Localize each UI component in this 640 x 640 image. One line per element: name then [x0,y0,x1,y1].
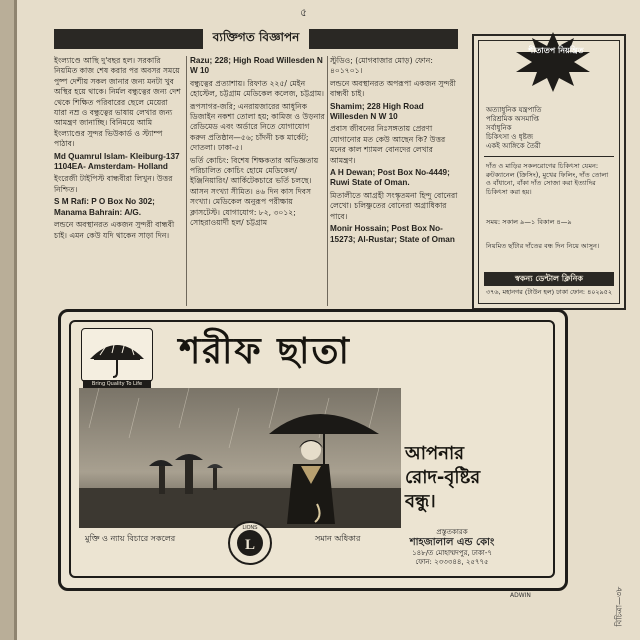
clinic-service-item: চিকিৎসা ও ধৃষ্টজ [486,133,534,141]
ad-slogan [405,442,555,514]
logo-tagline: Bring Quality To Life [83,380,151,389]
manufacturer-phone: ফোন: ২৩৩৩৪৪, ২৫৭৭৫ [415,558,489,566]
manufacturer-block [377,528,527,567]
clinic-hours: সময়: সকাল ৯—১ বিকাল ৪—৯ [486,218,572,226]
tagline-right: সমান অধিকার [315,534,361,543]
classified-ad-entry: Monir Hossain; Post Box No-15273; Al-Rustar; State of Oman [330,224,455,244]
classified-ad-entry: ইংরেজী টাইপিস্ট বান্ধবীরা লিখুন। উত্তর নিশ্চিত। [54,174,173,194]
umbrella-advertisement [58,309,568,591]
column-rule [327,56,328,306]
clinic-body-text: দাঁত ও মাড়ির সকলরোগের চিকিৎসা যেমন: রুটক্যানেল (ক্রিসিং), মুখের ফিলিং, দাঁত তোলা ও বাঁধানো, বাঁকা দাঁত সোজা করা ইত্যাদির চিকিৎসা করা হয়। [486,162,609,196]
clinic-name-banner: স্বকন্য ডেন্টাল ক্লিনিক [484,272,614,286]
classified-ad-entry: লন্ডনে অবস্থানরত অপরূপা একজন সুন্দরী বান্ধবী চাই। [330,78,456,99]
slogan-line-3: বন্ধু। [405,491,436,512]
top-mark: ৫ [300,6,308,19]
clinic-services-list [486,106,596,151]
classified-ad-entry: S M Rafi: P O Box No 302; Manama Bahrain: A/G. [54,197,155,217]
starburst-icon [514,32,592,92]
manufacturer-address: ১৪৮/ত মোহাম্মদপুর, ঢাকা-৭ [412,549,492,557]
clinic-service-item: সর্বাধুনিক [486,124,512,132]
clinic-note: নিয়মিত ছাঁটার দাঁতের বন্ধ দিন নিয়ে আসুন। [486,242,600,250]
clinic-star-text: শীতাতপ নিয়ন্ত্রিত [528,46,584,55]
section-heading-label: ব্যক্তিগত বিজ্ঞাপন [203,29,310,49]
page-edge [0,0,14,640]
classified-ad-entry: রূপসাগর-জরি; এনরায়জারের আধুনিক ডিজাইন নকশা তোলা হয়; কামিজ ও উড়নার রেডিমেড এবং অর্ডারে নিতে যোগাযোগ করুন প্রতিষ্ঠান—৫৬; চাঁদনী চক মার্কেট; দোতলা। ঢাকা-৫। [190,101,325,153]
classified-ad-entry: লন্ডনে অবস্থানরত একজন সুন্দরী বান্ধবী চাই। এমন কেউ যদি থাকেন সাড়া দিন। [54,220,175,240]
section-heading [54,29,458,49]
classified-column-1 [54,56,182,243]
column-rule [186,56,187,306]
lions-emblem-label: LIONS [242,525,258,531]
classified-ad-entry: বন্ধুত্বের প্রত্যাশায়। রিফাত ২২৫/ মেইন হোস্টেল, চট্টগ্রাম মেডিকেল কলেজ, চট্টগ্রাম। [190,78,324,99]
clinic-service-item: অত্যাধুনিক যন্ত্রপাতি [486,106,542,114]
classified-ad-entry: মিতালীতে আগ্রহী সংস্কৃতমনা হিন্দু বোনেরা লেখো। চলিষ্ণুতের বোনেরা অগ্রাধিকার পাবে। [330,190,458,221]
classified-ad-entry: Md Quamrul Islam- Kleiburg-137 1104EA- Amsterdam- Holland [54,151,180,172]
clinic-divider [484,156,614,157]
ad-credit: ADWIN [510,592,531,599]
classified-ad-entry: প্রবাস জীবনের নিঃসঙ্গতায় প্রেরণা যোগানোর মত কেউ আছেন কি? উত্তর মনের কাল শ্যামল বোনদের লেখার আমন্ত্রণ। [330,124,446,165]
classified-column-3 [330,56,458,247]
clinic-address: ৩৭৬, মহানগর (টাউন হল) ঢাকা ফোন: ৪০২৯৫২ [486,288,612,296]
umbrella-logo-icon [82,329,152,381]
rain-scene-image [79,388,401,528]
ad-photo [79,388,401,528]
clinic-service-item: পরিশ্রমিক অসমাপ্তি [486,115,540,123]
brand-logo [81,328,153,382]
classified-ad-entry: স্টুডিও; (মোগবাজার মোড়) ফোন: ৪০১৭০১। [330,56,433,76]
slogan-line-1: আপনার [405,443,465,464]
dental-clinic-ad [472,34,626,310]
classified-ad-entry: Shamim; 228 High Road Willesden N W 10 [330,101,424,122]
classified-ad-entry: Razu; 228; High Road Willesden N W 10 [190,56,323,76]
classified-ad-entry: ভর্তি কোচিং: বিশেষ শিক্ষকতার অভিজ্ঞতায় পরিচালিত কোচিং হোমে মেডিকেল/ ইঞ্জিনিয়ারিং/ আর্কিটেকচারে ভর্তি চলছে। আসন সংখ্যা সীমিত। ৪৬ দিন কাস দিবস সংখ্যা। মেডিকেল অনুরূপ পরীক্ষায় ক্লাসটেস্ট। যোগাযোগ: ৮২, ৩০১২; সোহরাওয়ার্দী হল/ চট্টগ্রাম [190,155,319,228]
slogan-line-2: রোদ-বৃষ্টির [405,467,481,488]
brand-title: শরীফ ছাতা [179,330,351,372]
classified-ad-entry: A H Dewan; Post Box No-4449; Ruwi State of Oman. [330,168,450,188]
tagline-left: মুক্তি ও ন্যায় বিচারে সকলের [85,534,176,543]
manufacturer-name: শাহজালাল এন্ড কোং [409,537,495,548]
lions-club-emblem-icon [227,520,273,566]
classified-column-2 [190,56,325,231]
manufacturer-caption: প্রস্তুতকারক [436,528,468,536]
clinic-service-item: একই আঙ্গিকে তৈরী [486,142,541,150]
classified-ad-entry: ইংল্যাণ্ডে আছি দু'বছর হল। সরকারি নিয়মিত কাজ শেষ করার পর অবসর সময়ে পুষ্প দেশীয় সকল জানার জন্য মনটা খুব অস্থির হয়ে থাকে। নির্মল বন্ধুত্বের জন্য দেশ থেকে শিক্ষিত পরিবারের ছেলে মেয়েরা যারা নম্র ও বন্ধুত্বের ভাষায় লেখার জন্য আমন্ত্রণ জানাচ্ছি। বিনিময়ে আমি ইংল্যাণ্ডের সুন্দর ভিউকার্ড ও স্ট্যাম্প পাঠাব। [54,56,181,149]
page-number: বিচিত্রা—৩৮ [614,586,624,627]
binding-line [14,0,17,640]
lions-emblem-letter: L [244,537,256,553]
